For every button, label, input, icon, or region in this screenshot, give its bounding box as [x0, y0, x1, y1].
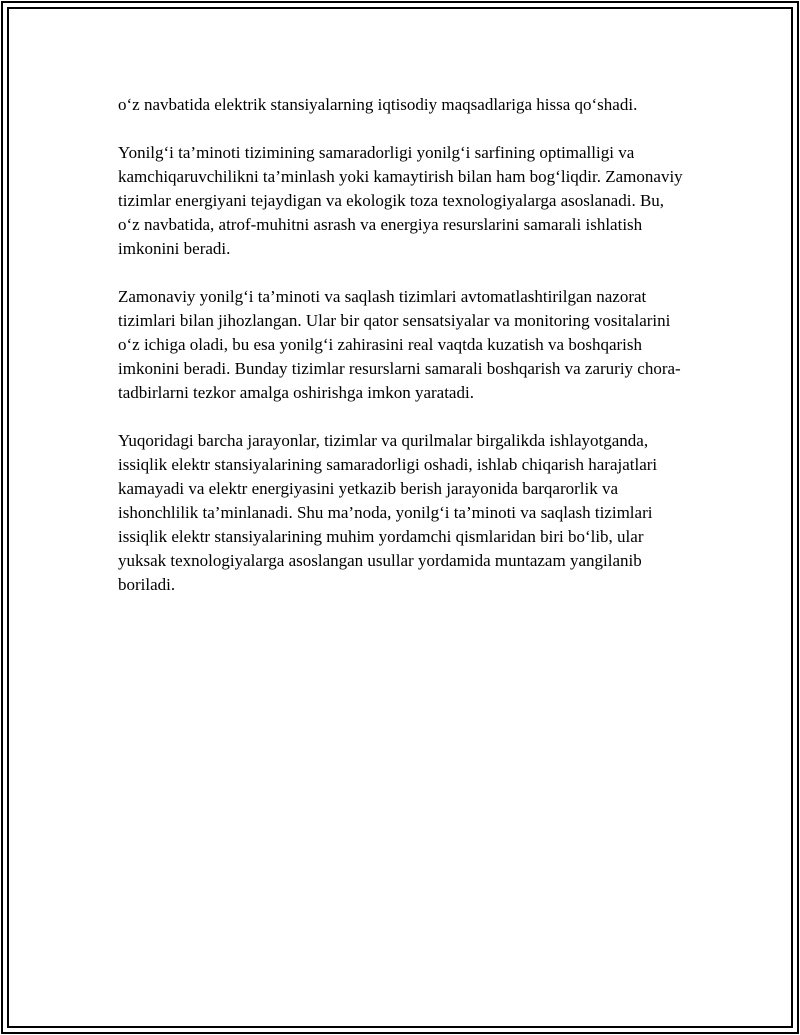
paragraph-4: Yuqoridagi barcha jarayonlar, tizimlar va qurilmalar birgalikda ishlayotganda, issiqlik elektr stansiyalarining samaradorligi oshadi, ishlab chiqarish harajatlari kamayadi va elektr energiyasini yetkazib berish jarayonida barqarorlik va ishonchlilik ta’minlanadi. Shu ma’noda, yonilg‘i ta’minoti va saqlash tizimlari issiqlik elektr stansiyalarining muhim yordamchi qismlaridan biri bo‘lib, ular yuksak texnologiyalarga asoslangan usullar yordamida muntazam yangilanib boriladi. [118, 431, 658, 594]
paragraph-3: Zamonaviy yonilg‘i ta’minoti va saqlash tizimlari avtomatlashtirilgan nazorat tizimlari bilan jihozlangan. Ular bir qator sensatsiyalar va monitoring vositalarini o‘z ichiga oladi, bu esa yonilg‘i zahirasini real vaqtda kuzatish va boshqarish imkonini beradi. Bunday tizimlar resurslarni samarali boshqarish va zaruriy chora-tadbirlarni tezkor amalga oshirishga imkon yaratadi. [118, 287, 681, 402]
page-body [118, 93, 683, 621]
paragraph-2: Yonilg‘i ta’minoti tizimining samaradorligi yonilg‘i sarfining optimalligi va kamchiqaruvchilikni ta’minlash yoki kamaytirish bilan ham bog‘liqdir. Zamonaviy tizimlar energiyani tejaydigan va ekologik toza texnologiyalarga asoslanadi. Bu, o‘z navbatida, atrof-muhitni asrash va energiya resurslarini samarali ishlatish imkonini beradi. [118, 143, 683, 258]
paragraph-1: o‘z navbatida elektrik stansiyalarning iqtisodiy maqsadlariga hissa qo‘shadi. [118, 95, 638, 114]
